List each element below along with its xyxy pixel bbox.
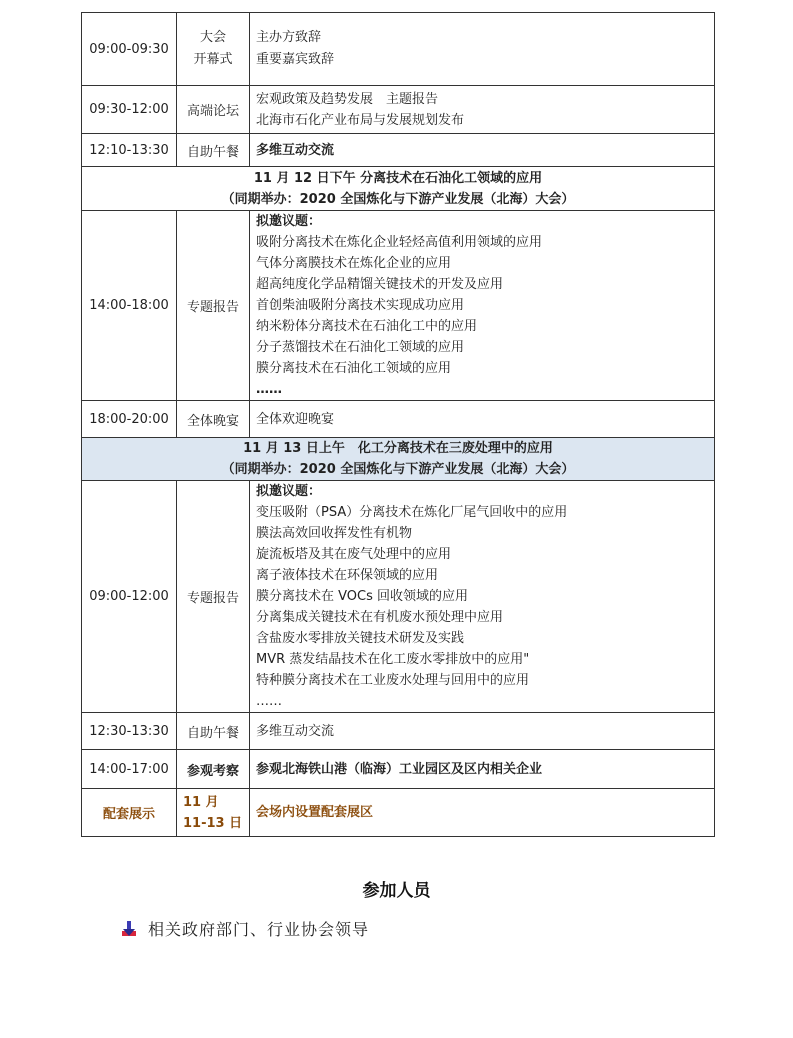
content-line: 纳米粉体分离技术在石油化工中的应用 — [256, 319, 478, 334]
session-type-cell: 高端论坛 — [177, 86, 250, 134]
time-cell: 14:00-18:00 — [82, 211, 177, 401]
table-row — [82, 211, 715, 401]
content-line: 气体分离膜技术在炼化企业的应用 — [256, 256, 452, 271]
session-banner-row — [82, 167, 715, 211]
content-line: 首创柴油吸附分离技术实现成功应用 — [256, 298, 465, 313]
content-cell — [250, 211, 715, 401]
content-line: 主办方致辞 — [256, 30, 322, 45]
content-line: 膜分离技术在 VOCs 回收领域的应用 — [256, 589, 469, 604]
content-line: 离子液体技术在环保领域的应用 — [256, 568, 439, 583]
content-line: 拟邀议题： — [256, 214, 322, 229]
content-line: MVR 蒸发结晶技术在化工废水零排放中的应用" — [256, 652, 530, 667]
banner-subtitle: （同期举办：2020 全国炼化与下游产业发展（北海）大会） — [221, 191, 575, 207]
content-line: 含盐废水零排放关键技术研发及实践 — [256, 631, 465, 646]
content-cell: 多维互动交流 — [250, 713, 715, 750]
table-row — [82, 789, 715, 837]
agenda-table — [81, 12, 715, 837]
bullet-text: 相关政府部门、行业协会领导 — [148, 920, 370, 939]
content-line: 宏观政策及趋势发展 主题报告 — [256, 91, 439, 107]
content-line: 吸附分离技术在炼化企业轻烃高值利用领域的应用 — [256, 235, 543, 250]
table-row — [82, 713, 715, 750]
time-cell: 配套展示 — [82, 789, 177, 837]
content-line: 变压吸附（PSA）分离技术在炼化厂尾气回收中的应用 — [256, 505, 568, 520]
session-banner — [82, 438, 715, 481]
banner-title: 11 月 13 日上午 化工分离技术在三废处理中的应用 — [243, 441, 553, 456]
content-cell — [250, 86, 715, 134]
content-line: 北海市石化产业布局与发展规划发布 — [256, 112, 465, 128]
content-line: 分子蒸馏技术在石油化工领域的应用 — [256, 340, 465, 355]
session-type-cell: 自助午餐 — [177, 713, 250, 750]
content-line: 分离集成关键技术在有机废水预处理中应用 — [256, 610, 504, 625]
content-cell: 会场内设置配套展区 — [250, 789, 715, 837]
table-row — [82, 13, 715, 86]
time-cell: 09:00-12:00 — [82, 481, 177, 713]
time-cell: 12:10-13:30 — [82, 134, 177, 167]
session-banner — [82, 167, 715, 211]
content-line: 膜分离技术在石油化工领域的应用 — [256, 361, 452, 376]
content-line: 特种膜分离技术在工业废水处理与回用中的应用 — [256, 673, 530, 688]
time-cell: 09:00-09:30 — [82, 13, 177, 86]
session-type-cell — [177, 789, 250, 837]
table-row — [82, 481, 715, 713]
content-line: …… — [256, 382, 282, 397]
content-cell: 参观北海铁山港（临海）工业园区及区内相关企业 — [250, 750, 715, 789]
session-type-cell: 自助午餐 — [177, 134, 250, 167]
content-line: …… — [256, 694, 282, 709]
content-cell: 多维互动交流 — [250, 134, 715, 167]
session-type-cell: 全体晚宴 — [177, 401, 250, 438]
time-cell: 09:30-12:00 — [82, 86, 177, 134]
arrow-down-bullet-icon — [120, 920, 138, 938]
session-type-cell: 参观考察 — [177, 750, 250, 789]
list-item — [120, 917, 369, 940]
content-line: 拟邀议题： — [256, 484, 322, 499]
banner-subtitle: （同期举办：2020 全国炼化与下游产业发展（北海）大会） — [221, 462, 575, 477]
content-cell — [250, 13, 715, 86]
time-cell: 18:00-20:00 — [82, 401, 177, 438]
session-banner-row — [82, 438, 715, 481]
session-type-line: 开幕式 — [193, 52, 233, 67]
session-type-line: 大会 — [199, 30, 226, 45]
content-cell: 全体欢迎晚宴 — [250, 401, 715, 438]
content-cell — [250, 481, 715, 713]
table-row — [82, 86, 715, 134]
session-type-line: 11-13 日 — [183, 815, 243, 831]
table-row — [82, 750, 715, 789]
content-line: 旋流板塔及其在废气处理中的应用 — [256, 547, 452, 562]
time-cell: 12:30-13:30 — [82, 713, 177, 750]
table-row — [82, 401, 715, 438]
section-title: 参加人员 — [362, 881, 431, 901]
session-type-cell: 专题报告 — [177, 211, 250, 401]
content-line: 重要嘉宾致辞 — [256, 52, 335, 67]
session-type-cell: 专题报告 — [177, 481, 250, 713]
session-type-cell — [177, 13, 250, 86]
time-cell: 14:00-17:00 — [82, 750, 177, 789]
content-line: 膜法高效回收挥发性有机物 — [256, 526, 413, 541]
table-row — [82, 134, 715, 167]
banner-title: 11 月 12 日下午 分离技术在石油化工领域的应用 — [253, 170, 543, 186]
content-line: 超高纯度化学品精馏关键技术的开发及应用 — [256, 277, 504, 292]
session-type-line: 11 月 — [183, 794, 219, 810]
